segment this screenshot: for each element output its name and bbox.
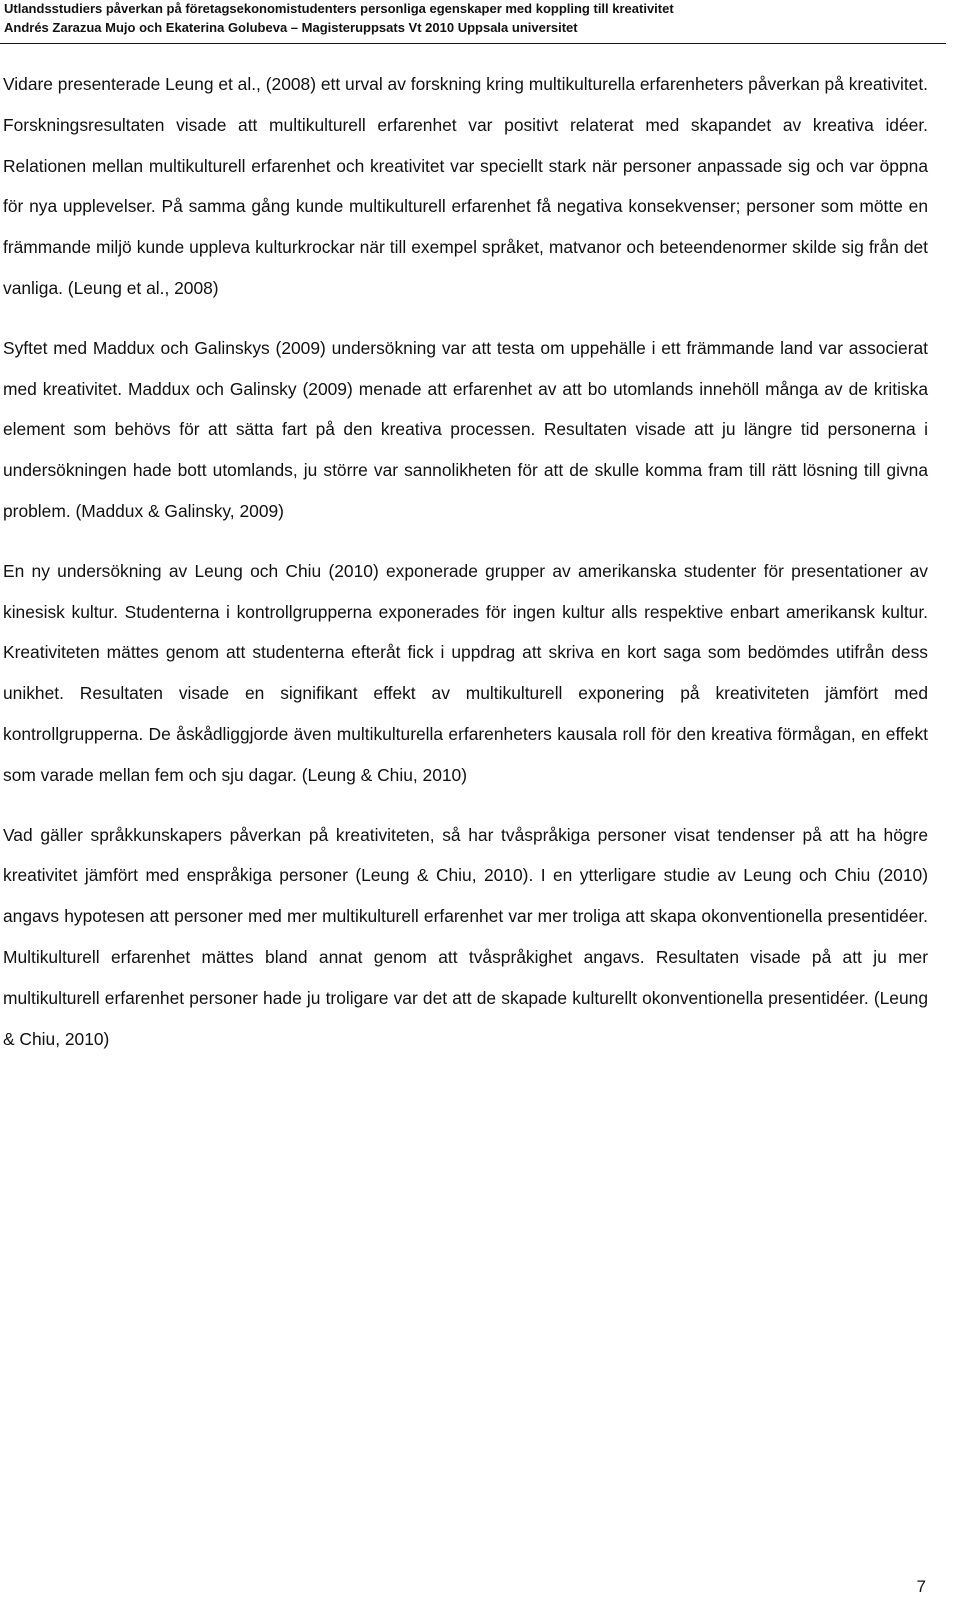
paragraph-language-skills: Vad gäller språkkunskapers påverkan på kreativiteten, så har tvåspråkiga personer visat tendenser på att ha högre kreativitet jämfört med enspråkiga personer (Leung & Chiu, 2010). I en ytterligare studie av Leung och Chiu (2010) angavs hypotesen att personer med mer multikulturell erfarenhet var mer troliga att skapa okonventionella presentidéer. Multikulturell erfarenhet mättes bland annat genom att tvåspråkighet angavs. Resultaten visade på att ju mer multikulturell erfarenhet personer hade ju troligare var det att de skapade kulturellt okonventionella presentidéer. (Leung & Chiu, 2010) [3,824,928,1049]
body-text [3,64,928,1059]
document-title: Utlandsstudiers påverkan på företagsekonomistudenters personliga egenskaper med koppling till kreativitet [4,1,674,16]
paragraph-leung-chiu-exposure: En ny undersökning av Leung och Chiu (2010) exponerade grupper av amerikanska studenter för presentationer av kinesisk kultur. Studenterna i kontrollgrupperna exponerades för ingen kultur alls respektive enbart amerikansk kultur. Kreativiteten mättes genom att studenterna efteråt fick i uppdrag att skriva en kort saga som bedömdes utifrån dess unikhet. Resultaten visade en signifikant effekt av multikulturell exponering på kreativiteten jämfört med kontrollgrupperna. De åskådliggjorde även multikulturella erfarenheters kausala roll för den kreativa förmågan, en effekt som varade mellan fem och sju dagar. (Leung & Chiu, 2010) [3,560,928,785]
paragraph-maddux-galinsky: Syftet med Maddux och Galinskys (2009) undersökning var att testa om uppehälle i ett främmande land var associerat med kreativitet. Maddux och Galinsky (2009) menade att erfarenhet av att bo utomlands innehöll många av de kritiska element som behövs för att sätta fart på den kreativa processen. Resultaten visade att ju längre tid personerna i undersökningen hade bott utomlands, ju större var sannolikheten för att de skulle komma fram till rätt lösning till givna problem. (Maddux & Galinsky, 2009) [3,337,928,521]
page-number: 7 [916,1577,926,1596]
document-authors: Andrés Zarazua Mujo och Ekaterina Golubeva – Magisteruppsats Vt 2010 Uppsala universitet [4,20,578,35]
paragraph-leung-2008: Vidare presenterade Leung et al., (2008) ett urval av forskning kring multikulturella erfarenheters påverkan på kreativitet. Forskningsresultaten visade att multikulturell erfarenhet var positivt relaterat med skapandet av kreativa idéer. Relationen mellan multikulturell erfarenhet och kreativitet var speciellt stark när personer anpassade sig och var öppna för nya upplevelser. På samma gång kunde multikulturell erfarenhet få negativa konsekvenser; personer som mötte en främmande miljö kunde uppleva kulturkrockar när till exempel språket, matvanor och beteendenormer skilde sig från det vanliga. (Leung et al., 2008) [3,74,928,298]
header-divider [0,43,946,44]
